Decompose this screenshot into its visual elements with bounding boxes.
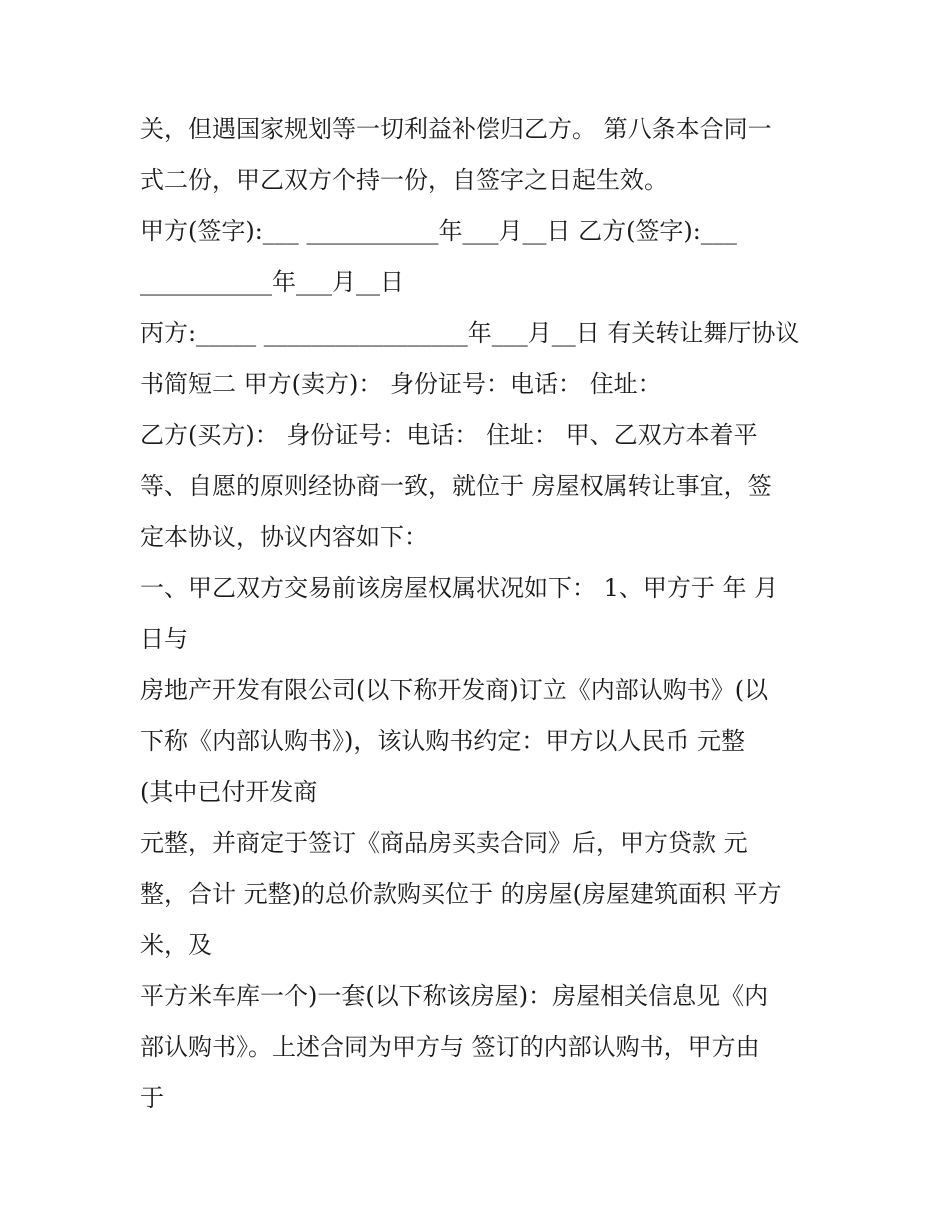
text-line: (其中已付开发商 (140, 778, 318, 806)
text-line: 丙方:_____ _________________年___月__日 有关转让舞厅协议 (140, 319, 800, 347)
text-line: 房地产开发有限公司(以下称开发商)订立《内部认购书》(以 (140, 676, 769, 704)
text-line: 定本协议，协议内容如下： (140, 523, 428, 551)
text-line: 日与 (140, 625, 188, 653)
text-line: 书简短二 甲方(卖方)： 身份证号：电话： 住址： (140, 370, 662, 398)
text-line: 部认购书》。上述合同为甲方与 签订的内部认购书，甲方由 (140, 1033, 760, 1061)
text-line: 等、自愿的原则经协商一致，就位于 房屋权属转让事宜，签 (140, 472, 772, 500)
text-line: 下称《内部认购书》)，该认购书约定：甲方以人民币 元整 (140, 727, 745, 755)
text-line: 平方米车库一个)一套(以下称该房屋)：房屋相关信息见《内 (140, 982, 769, 1010)
text-line: 式二份，甲乙双方个持一份，自签字之日起生效。 (140, 166, 668, 194)
text-line: 米，及 (140, 931, 212, 959)
text-line: 关，但遇国家规划等一切利益补偿归乙方。 第八条本合同一 (140, 115, 772, 143)
text-line: 一、甲乙双方交易前该房屋权属状况如下： 1、甲方于 年 月 (140, 574, 779, 602)
text-line: 整，合计 元整)的总价款购买位于 的房屋(房屋建筑面积 平方 (140, 880, 782, 908)
document-body (140, 104, 820, 1124)
text-line: 乙方(买方)： 身份证号：电话： 住址： 甲、乙双方本着平 (140, 421, 758, 449)
text-line: 于 (140, 1084, 164, 1112)
text-line: 甲方(签字):___ ___________年___月__日 乙方(签字):___ (140, 217, 737, 245)
text-line: 元整，并商定于签订《商品房买卖合同》后，甲方贷款 元 (140, 829, 748, 857)
text-line: ___________年___月__日 (140, 268, 404, 296)
